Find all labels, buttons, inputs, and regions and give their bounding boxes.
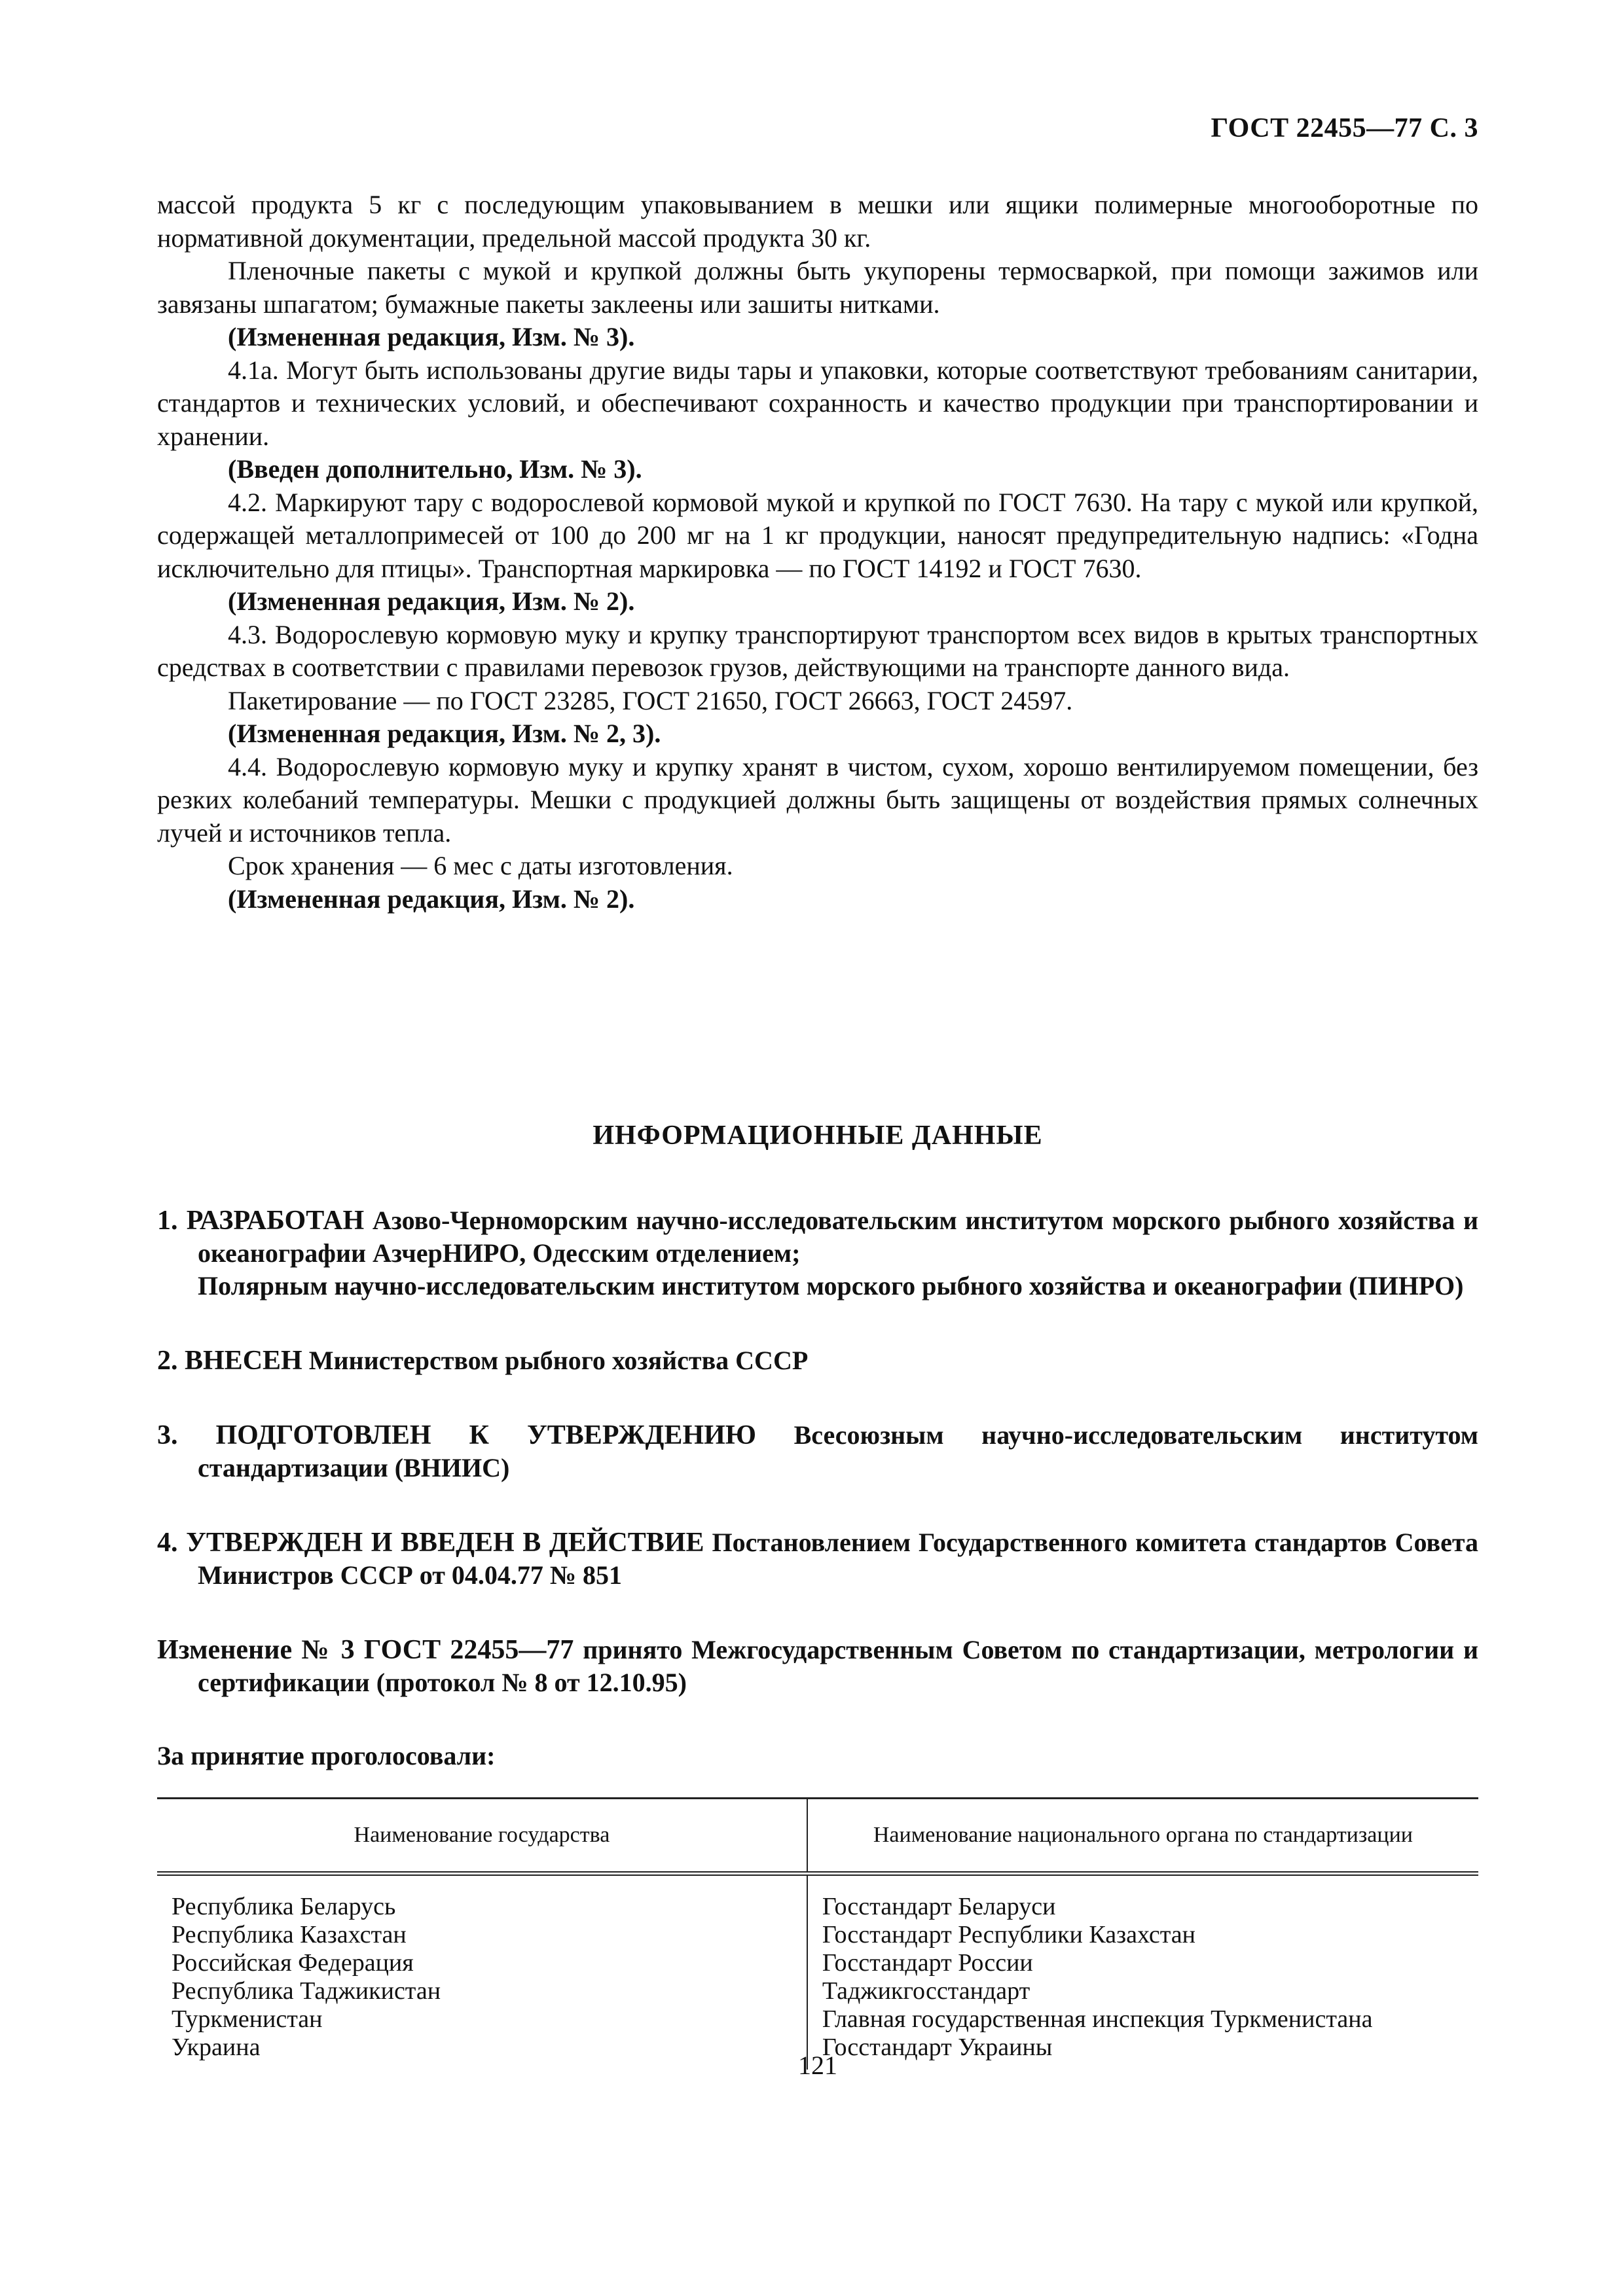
national-body-name: Госстандарт России xyxy=(822,1949,1033,1977)
national-bodies-column xyxy=(807,1874,1478,2070)
info-item-lead: 1. РАЗРАБОТАН xyxy=(157,1206,365,1236)
state-name: Туркменистан xyxy=(172,2005,323,2033)
info-item xyxy=(157,1204,1478,1302)
paragraph: Пакетирование — по ГОСТ 23285, ГОСТ 21650, ГОСТ 26663, ГОСТ 24597. xyxy=(228,685,1073,715)
change-text: принято Межгосударственным Советом по стандартизации, метрологии и сертификации (протокол № 8 от 12.10.95) xyxy=(198,1635,1478,1697)
table-body-row xyxy=(157,1874,1478,2070)
paragraph: Пленочные пакеты с мукой и крупкой должны быть укупорены термосваркой, при помощи зажимов или завязаны шпагатом; бумажные пакеты заклеены или зашиты нитками. xyxy=(157,256,1478,319)
paragraph: 4.4. Водорослевую кормовую муку и крупку хранят в чистом, сухом, хорошо вентилируемом помещении, без резких колебаний температуры. Мешки с продукцией должны быть защищены от воздействия прямых солнечных лучей и источников тепла. xyxy=(157,751,1478,848)
change-lead: Изменение № 3 ГОСТ 22455—77 xyxy=(157,1635,574,1665)
info-items xyxy=(157,1204,1478,1592)
voters-table xyxy=(157,1797,1478,2070)
national-body-name: Таджикгосстандарт xyxy=(822,1977,1030,2005)
info-item-subtext: Полярным научно-исследовательским институтом морского рыбного хозяйства и океанографии (ПИНРО) xyxy=(198,1271,1464,1300)
header-national-body: Наименование национального органа по стандартизации xyxy=(807,1799,1478,1874)
info-item-text: Азово-Черноморским научно-исследовательским институтом морского рыбного хозяйства и океанографии АзчерНИРО, Одесским отделением; xyxy=(198,1206,1479,1268)
info-item-text: Постановлением Государственного комитета стандартов Совета Министров СССР от 04.04.77 № 851 xyxy=(198,1528,1478,1590)
info-item xyxy=(157,1419,1478,1484)
info-title: ИНФОРМАЦИОННЫЕ ДАННЫЕ xyxy=(593,1121,1043,1151)
paragraph: 4.3. Водорослевую кормовую муку и крупку транспортируют транспортом всех видов в крытых транспортных средствах в соответствии с правилами перевозок грузов, действующими на транспорте данного вида. xyxy=(157,619,1478,682)
state-name: Украина xyxy=(172,2034,261,2061)
document-header: ГОСТ 22455—77 С. 3 xyxy=(1211,113,1478,143)
national-body-name: Госстандарт Беларуси xyxy=(822,1893,1056,1920)
state-name: Российская Федерация xyxy=(172,1949,414,1977)
revision-note: (Измененная редакция, Изм. № 3). xyxy=(228,322,635,351)
national-body-name: Госстандарт Республики Казахстан xyxy=(822,1921,1195,1948)
revision-note: (Измененная редакция, Изм. № 2). xyxy=(228,586,635,616)
paragraph: массой продукта 5 кг с последующим упаковыванием в мешки или ящики полимерные многооборотные по нормативной документации, предельной массой продукта 30 кг. xyxy=(157,190,1478,253)
info-item xyxy=(157,1344,1478,1377)
header-state: Наименование государства xyxy=(157,1799,807,1874)
revision-note: (Измененная редакция, Изм. № 2). xyxy=(228,884,635,914)
info-item-text: Всесоюзным научно-исследовательским институтом стандартизации (ВНИИС) xyxy=(198,1420,1478,1482)
revision-note: (Введен дополнительно, Изм. № 3). xyxy=(228,454,642,484)
revision-note: (Измененная редакция, Изм. № 2, 3). xyxy=(228,719,661,748)
national-body-name: Госстандарт Украины xyxy=(822,2034,1053,2061)
info-item xyxy=(157,1526,1478,1592)
paragraph: 4.1a. Могут быть использованы другие виды тары и упаковки, которые соответствуют требованиям санитарии, стандартов и технических условий, и обеспечивают сохранность и качество продукции при транспортировании и хранении. xyxy=(157,355,1478,451)
national-body-name: Главная государственная инспекция Туркменистана xyxy=(822,2005,1373,2033)
info-item-text: Министерством рыбного хозяйства СССР xyxy=(308,1346,809,1375)
voted-label: За принятие проголосовали: xyxy=(157,1741,496,1770)
state-name: Республика Беларусь xyxy=(172,1893,396,1920)
paragraph: 4.2. Маркируют тару с водорослевой кормовой мукой и крупкой по ГОСТ 7630. На тару с мукой или крупкой, содержащей металлопримесей от 100 до 200 мг на 1 кг продукции, наносят предупредительную надпись: «Годна исключительно для птицы». Транспортная маркировка — по ГОСТ 14192 и ГОСТ 7630. xyxy=(157,487,1478,583)
document-page xyxy=(157,0,1478,2296)
info-item-lead: 4. УТВЕРЖДЕН И ВВЕДЕН В ДЕЙСТВИЕ xyxy=(157,1528,704,1558)
section-body xyxy=(157,188,1478,916)
page-number: 121 xyxy=(798,2051,837,2080)
state-name: Республика Казахстан xyxy=(172,1921,407,1948)
change-note xyxy=(157,1634,1478,1699)
info-item-lead: 2. ВНЕСЕН xyxy=(157,1346,302,1376)
table-header-row xyxy=(157,1799,1478,1874)
info-item-lead: 3. ПОДГОТОВЛЕН К УТВЕРЖДЕНИЮ xyxy=(157,1420,757,1450)
states-column xyxy=(157,1874,807,2070)
paragraph: Срок хранения — 6 мес с даты изготовления. xyxy=(228,851,733,880)
information-data-section xyxy=(157,1119,1478,2070)
state-name: Республика Таджикистан xyxy=(172,1977,441,2005)
